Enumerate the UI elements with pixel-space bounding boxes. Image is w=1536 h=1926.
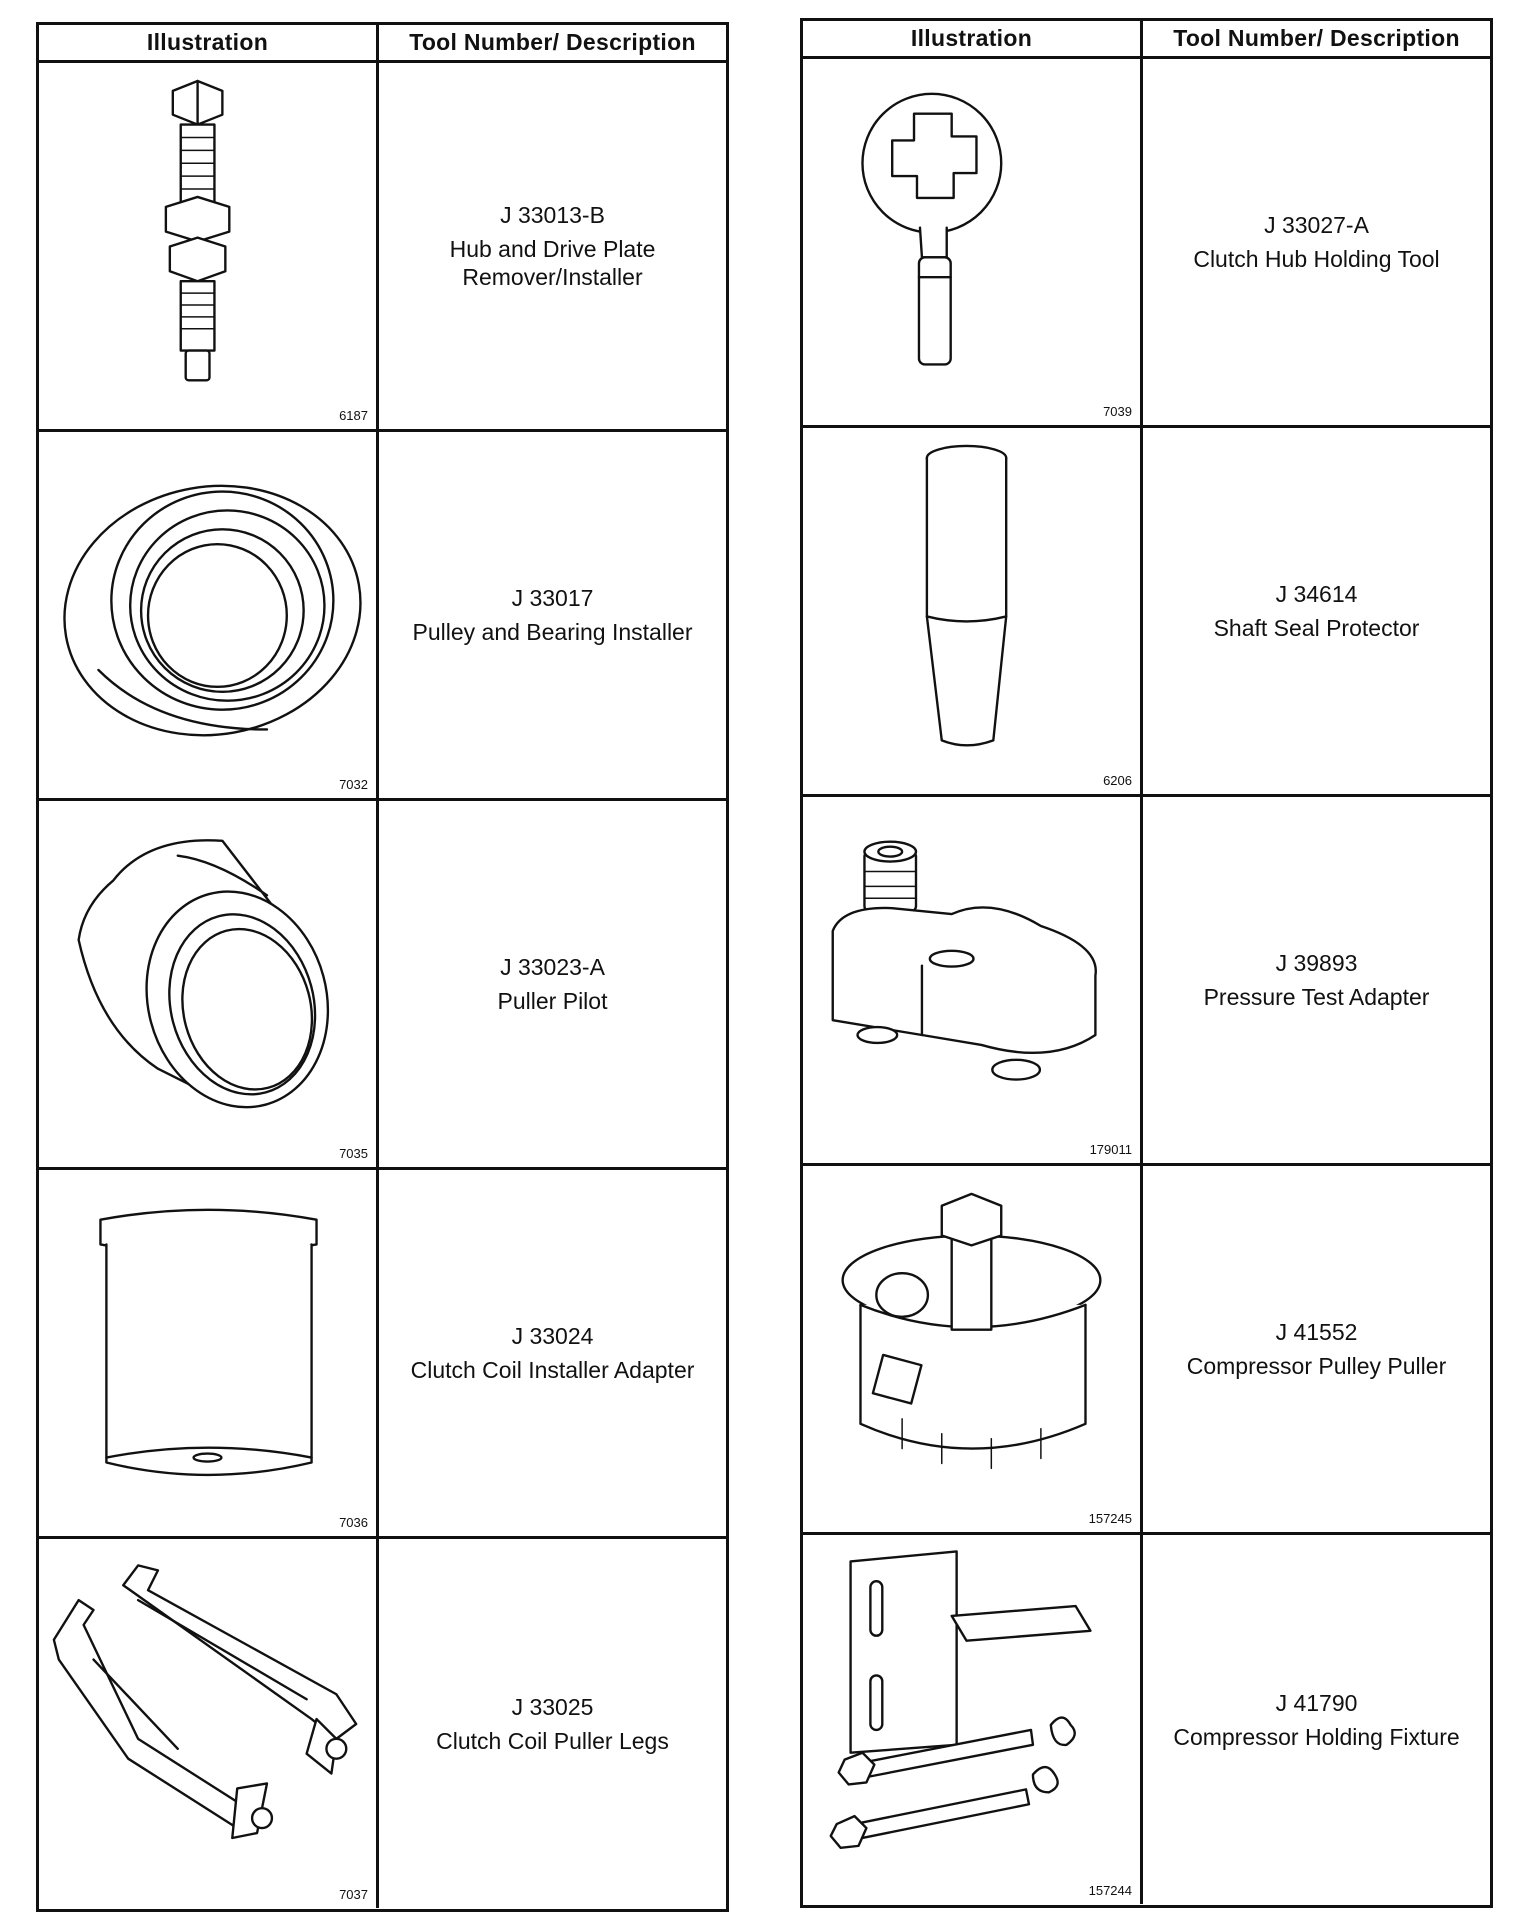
pulley-installer-icon xyxy=(39,432,376,798)
tool-description-cell xyxy=(379,63,726,429)
puller-legs-icon xyxy=(39,1539,376,1908)
coil-installer-adapter-icon xyxy=(39,1170,376,1536)
tool-number: J 33023-A xyxy=(500,954,605,980)
holding-fixture-icon xyxy=(803,1535,1140,1904)
pressure-test-adapter-icon xyxy=(803,797,1140,1163)
tool-number: J 33017 xyxy=(511,585,594,611)
illustration-cell xyxy=(803,1166,1143,1532)
table-header xyxy=(39,25,726,63)
tool-description-cell xyxy=(379,1539,726,1908)
hub-holding-tool-icon xyxy=(803,59,1140,425)
figure-number: 7035 xyxy=(339,1146,368,1161)
tool-description: Puller Pilot xyxy=(497,988,608,1014)
figure-number: 157245 xyxy=(1088,1511,1132,1526)
table-row xyxy=(39,801,726,1170)
tool-description-cell xyxy=(1143,428,1490,794)
header-illustration: Illustration xyxy=(39,25,379,60)
tool-number: J 33013-B xyxy=(500,202,605,228)
tool-number: J 33025 xyxy=(511,1693,594,1720)
hub-drive-plate-tool-icon xyxy=(39,63,376,429)
illustration-cell xyxy=(803,797,1143,1163)
table-row xyxy=(39,432,726,801)
table-row xyxy=(803,1535,1490,1904)
tool-number: J 33024 xyxy=(511,1323,594,1349)
tool-number: J 39893 xyxy=(1275,950,1358,976)
illustration-cell xyxy=(803,1535,1143,1904)
tool-description-cell xyxy=(1143,1535,1490,1904)
tool-description-cell xyxy=(379,432,726,798)
tool-description-cell xyxy=(1143,59,1490,425)
figure-number: 6187 xyxy=(339,408,368,423)
header-tool-number: Tool Number/ Description xyxy=(1173,25,1460,51)
table-row xyxy=(39,1170,726,1539)
figure-number: 7039 xyxy=(1103,404,1132,419)
figure-number: 179011 xyxy=(1089,1142,1132,1157)
tool-description: Clutch Coil Puller Legs xyxy=(436,1727,669,1754)
tool-description-cell xyxy=(1143,1166,1490,1532)
illustration-cell xyxy=(39,63,379,429)
tool-description-line2: Remover/Installer xyxy=(462,264,643,290)
table-row xyxy=(39,63,726,432)
shaft-seal-protector-icon xyxy=(803,428,1140,794)
tool-description: Clutch Hub Holding Tool xyxy=(1193,246,1440,272)
illustration-cell xyxy=(39,801,379,1167)
tool-number: J 41552 xyxy=(1275,1319,1358,1345)
table-row xyxy=(803,59,1490,428)
illustration-cell xyxy=(39,1170,379,1536)
figure-number: 7037 xyxy=(339,1887,368,1902)
figure-number: 6206 xyxy=(1103,773,1132,788)
table-row xyxy=(803,1166,1490,1535)
illustration-cell xyxy=(803,428,1143,794)
tool-number: J 33027-A xyxy=(1264,212,1369,238)
illustration-cell xyxy=(39,432,379,798)
table-header xyxy=(803,21,1490,59)
tool-description-cell xyxy=(1143,797,1490,1163)
illustration-cell xyxy=(803,59,1143,425)
figure-number: 7036 xyxy=(339,1515,368,1530)
header-illustration: Illustration xyxy=(803,21,1143,56)
figure-number: 157244 xyxy=(1088,1883,1132,1898)
tool-description-cell xyxy=(379,1170,726,1536)
tool-description-cell xyxy=(379,801,726,1167)
figure-number: 7032 xyxy=(339,777,368,792)
tool-description: Compressor Pulley Puller xyxy=(1186,1353,1447,1379)
tool-description: Pulley and Bearing Installer xyxy=(412,619,693,645)
tool-description: Clutch Coil Installer Adapter xyxy=(410,1357,695,1383)
tool-description: Hub and Drive Plate xyxy=(449,236,656,262)
tool-description: Compressor Holding Fixture xyxy=(1173,1723,1460,1750)
tool-number: J 34614 xyxy=(1275,581,1358,607)
pulley-puller-icon xyxy=(803,1166,1140,1532)
tool-table-right xyxy=(800,18,1493,1908)
tool-description: Shaft Seal Protector xyxy=(1213,615,1420,641)
puller-pilot-icon xyxy=(39,801,376,1167)
tool-table-left xyxy=(36,22,729,1912)
tool-number: J 41790 xyxy=(1275,1689,1358,1716)
table-row xyxy=(39,1539,726,1908)
illustration-cell xyxy=(39,1539,379,1908)
tool-description: Pressure Test Adapter xyxy=(1203,984,1430,1010)
table-row xyxy=(803,797,1490,1166)
table-row xyxy=(803,428,1490,797)
header-tool-number: Tool Number/ Description xyxy=(409,29,696,55)
